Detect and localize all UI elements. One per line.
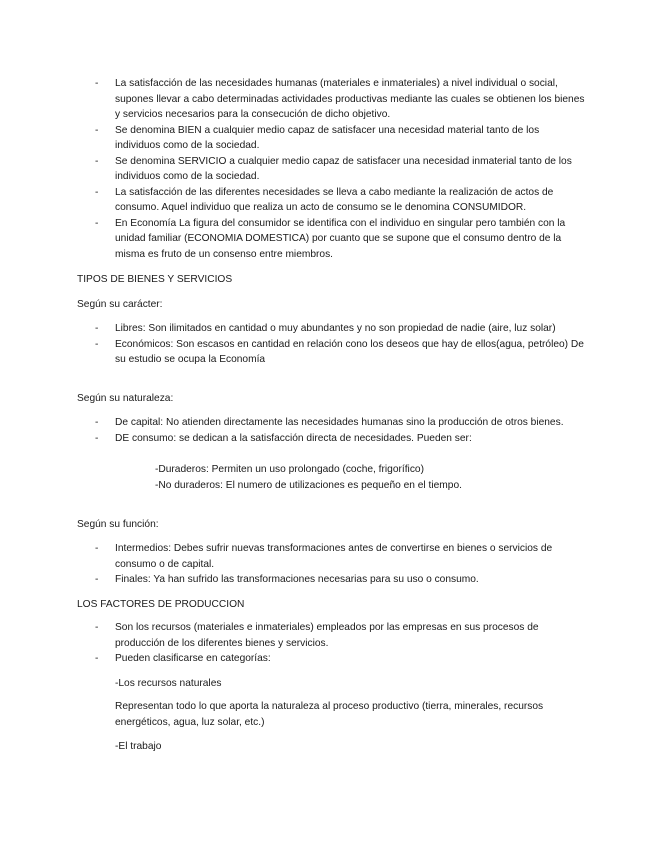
list-item: - La satisfacción de las necesidades humanas (materiales e inmateriales) a nivel individual o social, supones llevar a cabo determinadas actividades productivas mediante las cuales se obtienen los bienes y servicios necesarios para la consecución de dicho objetivo. [95, 78, 585, 120]
list-item: - Pueden clasificarse en categorías: [0, 651, 585, 667]
bullet-dash: - [95, 432, 99, 444]
list-item: - Se denomina SERVICIO a cualquier medio capaz de satisfacer una necesidad inmaterial tanto de los individuos como de la sociedad. [95, 155, 572, 182]
factores-list [0, 620, 655, 667]
funcion-list [0, 541, 655, 588]
naturaleza-list [0, 415, 655, 446]
consumo-sub-no-duraderos: -No duraderos: El numero de utilizaciones es pequeño en el tiempo. [155, 480, 462, 491]
list-item: - De capital: No atienden directamente las necesidades humanas sino la producción de otros bienes. [0, 415, 585, 431]
bullet-dash: - [95, 155, 99, 167]
caracter-list [0, 321, 655, 368]
naturaleza-label: Según su naturaleza: [77, 393, 174, 404]
bullet-dash: - [95, 186, 99, 198]
bullet-dash: - [95, 217, 99, 229]
list-item: - Finales: Ya han sufrido las transformaciones necesarias para su uso o consumo. [0, 572, 585, 588]
bullet-dash: - [95, 543, 99, 554]
bullet-dash: - [95, 338, 99, 350]
heading-tipos: TIPOS DE BIENES Y SERVICIOS [77, 274, 233, 285]
bullet-dash: - [95, 124, 99, 136]
list-item: - Intermedios: Debes sufrir nuevas transformaciones antes de convertirse en bienes o servicios de consumo o de capital. [95, 543, 553, 570]
bullet-dash: - [95, 653, 99, 664]
recursos-label: -Los recursos naturales [115, 678, 222, 689]
funcion-label: Según su función: [77, 519, 159, 530]
bullet-dash: - [95, 622, 99, 633]
list-item: - DE consumo: se dedican a la satisfacción directa de necesidades. Pueden ser: [0, 431, 585, 447]
bullet-dash: - [95, 574, 99, 585]
recursos-text: Representan todo lo que aporta la naturaleza al proceso productivo (tierra, minerales, recursos energéticos, agua, luz solar, etc.) [115, 701, 544, 728]
trabajo-label: -El trabajo [115, 741, 162, 752]
bullet-dash: - [95, 323, 99, 334]
heading-factores: LOS FACTORES DE PRODUCCION [77, 599, 245, 610]
list-item: - Se denomina BIEN a cualquier medio capaz de satisfacer una necesidad material tanto de los individuos como de la sociedad. [95, 124, 540, 151]
consumo-sub-duraderos: -Duraderos: Permiten un uso prolongado (coche, frigorífico) [155, 464, 424, 475]
list-item: - Son los recursos (materiales e inmateriales) empleados por las empresas en sus procesos de producción de los diferentes bienes y servicios. [95, 622, 539, 649]
list-item: - La satisfacción de las diferentes necesidades se lleva a cabo mediante la realización de actos de consumo. Aquel individuo que realiza un acto de consumo se le denomina CONSUMIDOR. [95, 186, 554, 213]
list-item: - Libres: Son ilimitados en cantidad o muy abundantes y no son propiedad de nadie (aire, luz solar) [0, 321, 585, 337]
caracter-label: Según su carácter: [77, 299, 163, 310]
bullet-dash: - [95, 417, 99, 428]
intro-bullet-list [0, 76, 655, 262]
list-item: - Económicos: Son escasos en cantidad en relación cono los deseos que hay de ellos(agua, petróleo) De su estudio se ocupa la Economía [95, 338, 584, 365]
list-item: - En Economía La figura del consumidor se identifica con el individuo en singular pero también con la unidad familiar (ECONOMIA DOMESTICA) por cuanto que se supone que el consumo dentro de la misma es fruto de un consenso entre miembros. [95, 217, 566, 260]
bullet-dash: - [95, 78, 99, 89]
